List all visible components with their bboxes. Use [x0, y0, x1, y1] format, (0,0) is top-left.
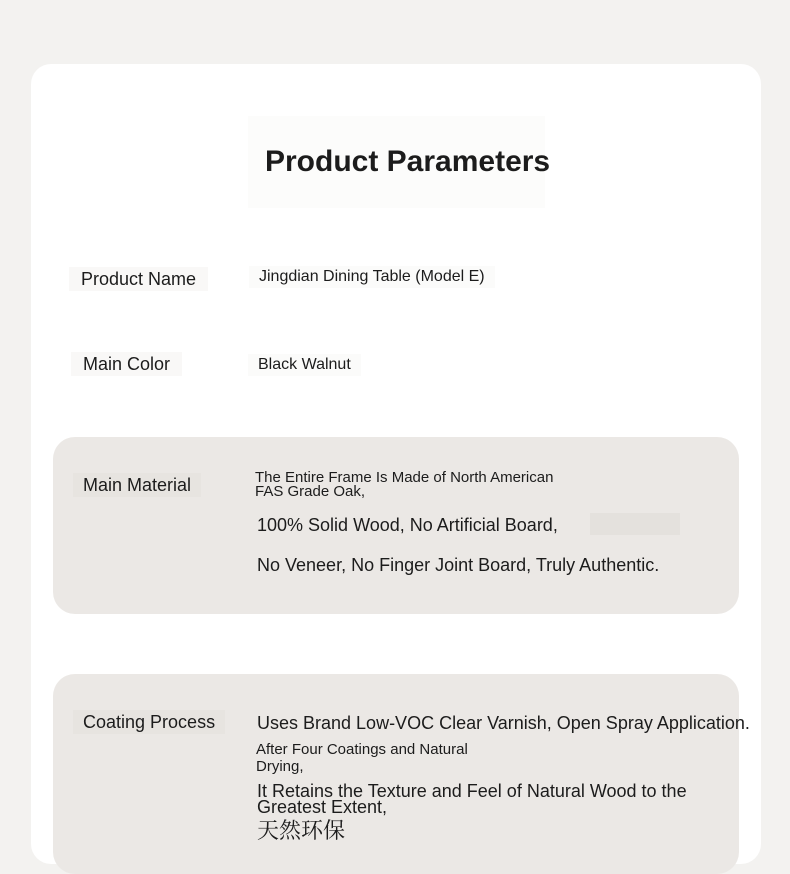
main-material-label: Main Material — [73, 473, 201, 497]
coating-process-line-2: After Four Coatings and Natural — [256, 741, 468, 758]
coating-process-line-1: Uses Brand Low-VOC Clear Varnish, Open Spray Application. — [257, 713, 750, 733]
coating-process-line-4: It Retains the Texture and Feel of Natural Wood to the — [257, 781, 687, 801]
coating-process-label: Coating Process — [73, 710, 225, 734]
product-name-label: Product Name — [69, 267, 208, 291]
main-material-line-2: FAS Grade Oak, — [255, 483, 366, 500]
product-name-value: Jingdian Dining Table (Model E) — [249, 266, 495, 288]
page-title: Product Parameters — [265, 145, 551, 178]
coating-process-line-3: Drying, — [256, 758, 304, 775]
main-color-label: Main Color — [71, 352, 182, 376]
coating-process-line-5: Greatest Extent, — [257, 797, 388, 817]
main-material-line-3: 100% Solid Wood, No Artificial Board, — [257, 515, 558, 535]
decor-chip — [590, 513, 680, 535]
main-color-value: Black Walnut — [248, 354, 361, 376]
page-title-box — [248, 116, 551, 208]
coating-process-panel — [53, 674, 739, 874]
main-material-line-4: No Veneer, No Finger Joint Board, Truly Authentic. — [257, 555, 660, 575]
coating-process-line-6: 天然环保 — [257, 818, 346, 843]
main-material-line-1: The Entire Frame Is Made of North American — [255, 469, 554, 486]
